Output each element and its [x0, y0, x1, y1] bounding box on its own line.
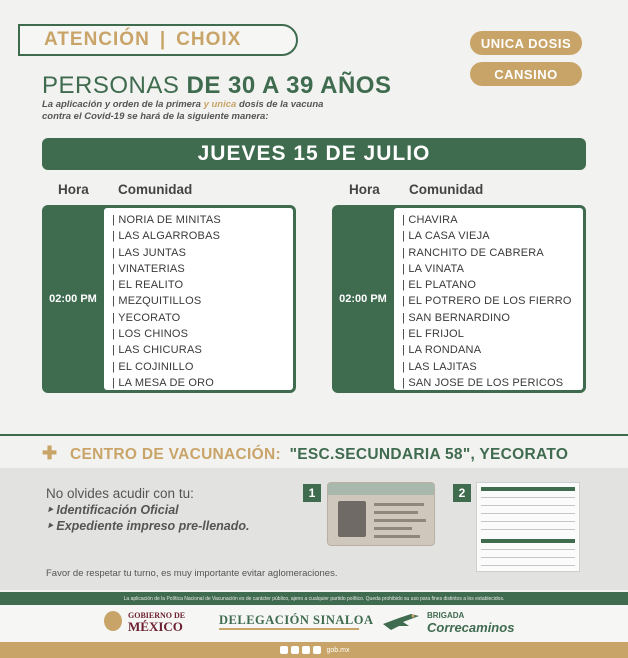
roadrunner-icon	[381, 610, 421, 634]
brigada-bottom: Correcaminos	[427, 619, 515, 635]
community-item: | NORIA DE MINITAS	[112, 212, 293, 228]
delegacion-logo: DELEGACIÓN SINALOA	[219, 613, 374, 627]
community-item: | EL FRIJOL	[402, 326, 583, 342]
community-item: | SAN JOSE DE LOS PERICOS	[402, 375, 583, 391]
vaccination-center	[42, 443, 568, 464]
community-item: | RANCHITO DE CABRERA	[402, 245, 583, 261]
center-venue: "ESC.SECUNDARIA 58", YECORATO	[289, 446, 569, 463]
community-item: | LA MESA DE ORO	[112, 375, 293, 391]
col-comunidad-right: Comunidad	[409, 182, 484, 197]
community-item: | EL REALITO	[112, 277, 293, 293]
col-hora-left: Hora	[58, 182, 89, 197]
requirement-file: ‣ Expediente impreso pre-llenado.	[46, 518, 249, 533]
brigada-logo	[381, 610, 514, 634]
community-item: | MEZQUITILLOS	[112, 293, 293, 309]
community-list	[104, 208, 293, 390]
community-item: | LAS JUNTAS	[112, 245, 293, 261]
community-list	[394, 208, 583, 390]
subtitle-conjunction: y	[203, 99, 209, 110]
step-number-1: 1	[303, 484, 321, 502]
gobierno-logo	[104, 610, 185, 632]
schedule-block-left	[42, 205, 296, 393]
gob-bottom: MÉXICO	[128, 619, 183, 634]
youtube-icon[interactable]	[302, 646, 310, 654]
social-bar	[0, 642, 628, 658]
requirement-id: ‣ Identificación Oficial	[46, 502, 179, 517]
header-banner	[18, 24, 298, 56]
title-age-range: DE 30 A 39 AÑOS	[186, 72, 392, 99]
community-item: | EL POTRERO DE LOS FIERRO	[402, 293, 583, 309]
header-label: ATENCIÓN	[44, 29, 150, 50]
id-card-image	[327, 482, 435, 546]
vaccine-badge: CANSINO	[470, 62, 582, 86]
community-item: | EL COJINILLO	[112, 359, 293, 375]
community-item: | LOS CHINOS	[112, 326, 293, 342]
dose-badge: UNICA DOSIS	[470, 31, 582, 55]
community-item: | VINATERIAS	[112, 261, 293, 277]
title-lead: PERSONAS	[42, 72, 180, 99]
site-link[interactable]: gob.mx	[326, 646, 350, 654]
instagram-icon[interactable]	[313, 646, 321, 654]
schedule-block-right	[332, 205, 586, 393]
schedule-time: 02:00 PM	[49, 293, 97, 305]
community-item: | SAN BERNARDINO	[402, 310, 583, 326]
community-item: | LAS CHICURAS	[112, 342, 293, 358]
date-banner: JUEVES 15 DE JULIO	[42, 138, 586, 170]
delegacion-underline	[219, 628, 359, 630]
subtitle-unica: unica	[211, 99, 237, 110]
section-divider	[0, 434, 628, 436]
gob-top: GOBIERNO DE	[128, 611, 186, 620]
step-number-2: 2	[453, 484, 471, 502]
header-separator: |	[159, 29, 167, 50]
community-item: | YECORATO	[112, 310, 293, 326]
subtitle-part-2: dosis de la vacuna contra el Covid-19 se hará de la siguiente manera:	[42, 99, 324, 122]
schedule-time: 02:00 PM	[339, 293, 387, 305]
col-comunidad-left: Comunidad	[118, 182, 193, 197]
respect-turn-note: Favor de respetar tu turno, es muy importante evitar aglomeraciones.	[46, 568, 338, 579]
subtitle-part-1: La aplicación y orden de la primera	[42, 99, 201, 110]
community-item: | LAS ALGARROBAS	[112, 228, 293, 244]
plus-icon: ✚	[42, 443, 58, 463]
reminder-text: No olvides acudir con tu:	[46, 486, 194, 501]
page-title	[42, 72, 391, 100]
col-hora-right: Hora	[349, 182, 380, 197]
community-item: | LA RONDANA	[402, 342, 583, 358]
community-item: | LA VINATA	[402, 261, 583, 277]
header-place: CHOIX	[176, 29, 242, 50]
seal-icon	[104, 611, 122, 631]
brigada-top: BRIGADA	[427, 610, 465, 620]
community-item: | CHAVIRA	[402, 212, 583, 228]
legal-notice: La aplicación de la Política Nacional de Vacunación es de carácter público, ajeno a cualquier partido político. Queda prohibido su uso para fines distintos a los establecidos.	[0, 592, 628, 605]
community-item: | LA CASA VIEJA	[402, 228, 583, 244]
center-label: CENTRO DE VACUNACIÓN:	[70, 446, 281, 463]
twitter-icon[interactable]	[291, 646, 299, 654]
community-item: | EL PLATANO	[402, 277, 583, 293]
subtitle	[42, 99, 342, 123]
form-document-image	[476, 482, 580, 572]
community-item: | LAS LAJITAS	[402, 359, 583, 375]
facebook-icon[interactable]	[280, 646, 288, 654]
